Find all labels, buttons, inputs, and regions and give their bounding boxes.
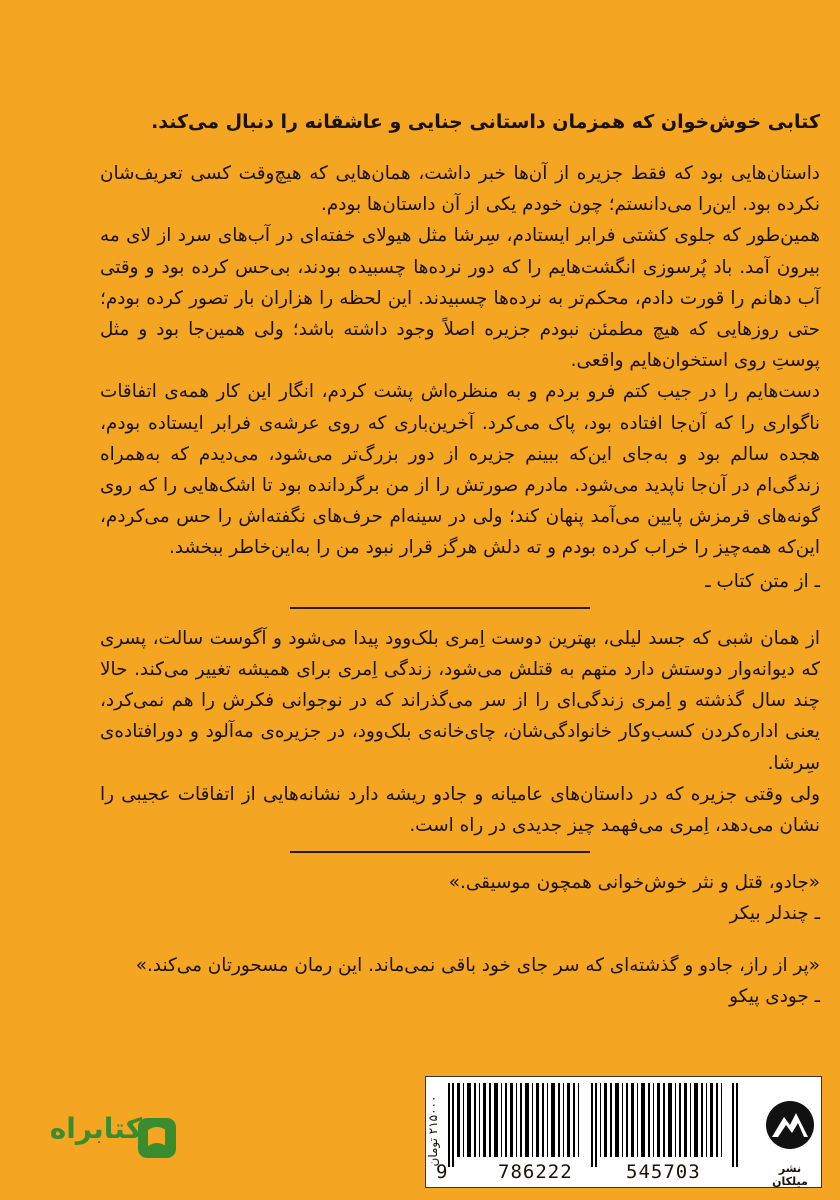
excerpt-paragraph-1: داستان‌هایی بود که فقط جزیره از آن‌ها خبر داشت، همان‌هایی که هیچ‌وقت کسی تعریف‌شان نکرده بود. این‌را می‌دانستم؛ چون خودم یکی از آن داستان‌ها بودم. [100,163,820,216]
price-label: ۲۱۵۰۰۰ تومان [426,1095,440,1167]
book-summary [100,623,820,841]
summary-paragraph-2: ولی وقتی جزیره که در داستان‌های عامیانه و جادو ریشه دارد نشانه‌هایی از اتفاقات عجیبی را نشان می‌دهد، اِمری می‌فهمد چیز جدیدی در راه است. [100,783,820,837]
isbn-group-2: 545703 [626,1161,701,1183]
ketabrah-brand-name: کتابراه [49,1112,142,1145]
review-quote [100,950,820,1012]
review-quote-text: «پر از راز، جادو و گذشته‌ای که سر جای خود باقی نمی‌ماند. این رمان مسحورتان می‌کند.» [135,954,820,976]
barcode-icon [448,1083,746,1167]
isbn-prefix: 9 [436,1161,449,1183]
section-divider [290,607,590,609]
barcode-box [425,1076,822,1188]
isbn-group-1: 786222 [498,1161,573,1183]
book-excerpt [100,158,820,597]
excerpt-source: ـ از متن کتاب ـ [705,570,820,592]
summary-paragraph-1: از همان شبی که جسد لیلی، بهترین دوست اِمری بلک‌وود پیدا می‌شود و آگوست سالت، پسری که دیوانه‌وار دوستش دارد متهم به قتلش می‌شود، زندگی اِمری برای همیشه تغییر می‌کند. حالا چند سال گذشته و اِمری زندگی‌ای را از سر می‌گذراند که در نوجوانی فکرش را هم نمی‌کرد، یعنی اداره‌کردن کسب‌وکار خانوادگی‌شان، چای‌خانه‌ی بلک‌وود، در جزیره‌ی مه‌آلود و دورافتاده‌ی سِرشا. [100,627,820,774]
excerpt-paragraph-2: همین‌طور که جلوی کشتی فرابر ایستادم، سِرشا مثل هیولای خفته‌ای در آب‌های سرد از لای مه بیرون آمد. باد پُرسوزی انگشت‌هایم را که دور نرده‌ها چسبیده بودند، بی‌حس کرده بود و وقتی آب دهانم را قورت دادم، محکم‌تر به نرده‌ها چسبیدند. این لحظه را هزاران بار تصور کرده بودم؛ حتی روزهایی که هیچ مطمئن نبودم جزیره اصلاً وجود داشته باشد؛ ولی همین‌جا بود و مثل پوستِ روی استخوان‌هایم واقعی. [100,225,820,372]
review-quote [100,867,820,929]
isbn-number [436,1161,756,1185]
review-quote-text: «جادو، قتل و نثر خوش‌خوانی همچون موسیقی.» [448,872,820,894]
tagline: کتابی خوش‌خوان که همزمان داستانی جنایی و عاشقانه را دنبال می‌کند. [151,111,820,133]
publisher-name: نشر میلکان [772,1162,808,1188]
back-cover-text [100,108,820,1032]
review-quote-author: ـ جودی پیکو [729,985,820,1007]
review-quote-author: ـ چندلر بیکر [729,903,820,925]
section-divider [290,851,590,853]
excerpt-paragraph-3: دست‌هایم را در جیب کتم فرو بردم و به منظره‌اش پشت کردم، انگار این کار همه‌ی اتفاقات ناگواری را که آن‌جا افتاده بود، پاک می‌کرد. آخرین‌باری که روی عرشه‌ی فرابر ایستاده بودم، هجده سالم بود و به‌جای این‌که ببینم جزیره از دور بزرگ‌تر می‌شود، می‌دیدم که به‌همراه زندگی‌ام در آن‌جا ناپدید می‌شود. مادرم صورتش را از من برگردانده بود تا اشک‌هایی را که روی گونه‌های قرمزش پایین می‌آمد پنهان کند؛ ولی در سینه‌ام حرف‌های نگفته‌اش را حس می‌کردم، این‌که همه‌چیز را خراب کرده بودم و ته دلش هرگز قرار نبود من را به‌این‌خاطر ببخشد. [100,381,820,559]
